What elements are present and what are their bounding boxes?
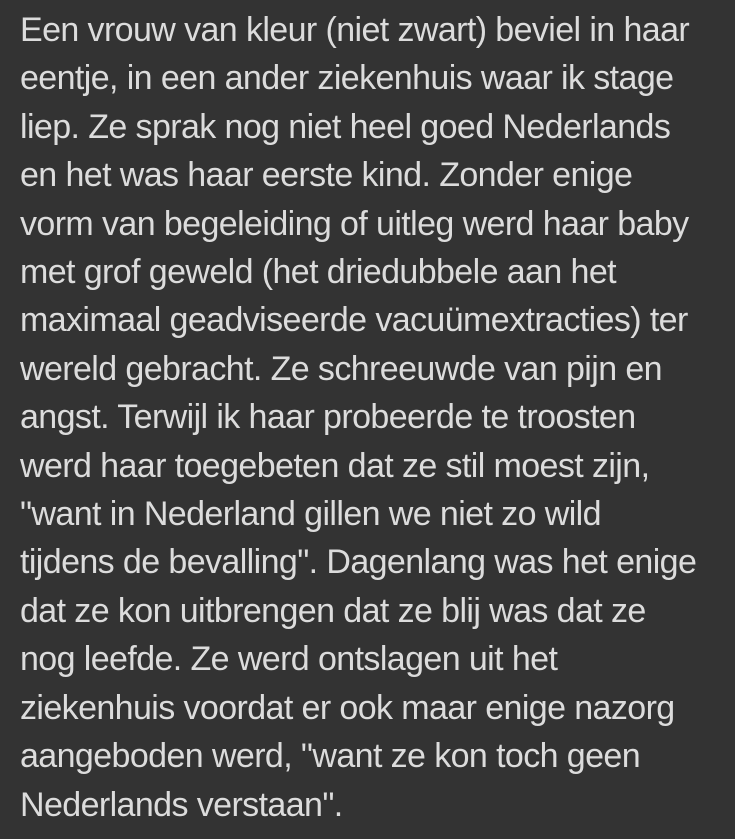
text-line: tijdens de bevalling". Dagenlang was het enige bbox=[20, 543, 697, 582]
text-line: "want in Nederland gillen we niet zo wild bbox=[20, 495, 601, 534]
text-line: wereld gebracht. Ze schreeuwde van pijn en bbox=[20, 349, 662, 388]
text-line: maximaal geadviseerde vacuümextracties) ter bbox=[20, 301, 688, 340]
text-line: werd haar toegebeten dat ze stil moest zijn, bbox=[20, 446, 650, 485]
text-line: angst. Terwijl ik haar probeerde te troosten bbox=[20, 398, 636, 437]
text-line: Een vrouw van kleur (niet zwart) beviel in haar bbox=[20, 11, 690, 49]
text-line: Nederlands verstaan". bbox=[20, 785, 343, 824]
text-line: nog leefde. Ze werd ontslagen uit het bbox=[20, 640, 558, 679]
text-line: eentje, in een ander ziekenhuis waar ik stage bbox=[20, 59, 674, 98]
text-line: dat ze kon uitbrengen dat ze blij was dat ze bbox=[20, 591, 646, 630]
text-line: ziekenhuis voordat er ook maar enige nazorg bbox=[20, 688, 675, 727]
text-line: vorm van begeleiding of uitleg werd haar baby bbox=[20, 204, 689, 243]
text-line: en het was haar eerste kind. Zonder enige bbox=[20, 156, 633, 195]
text-line: aangeboden werd, "want ze kon toch geen bbox=[20, 737, 641, 776]
text-line: met grof geweld (het driedubbele aan het bbox=[20, 253, 616, 292]
text-line: liep. Ze sprak nog niet heel goed Nederlands bbox=[20, 107, 671, 146]
